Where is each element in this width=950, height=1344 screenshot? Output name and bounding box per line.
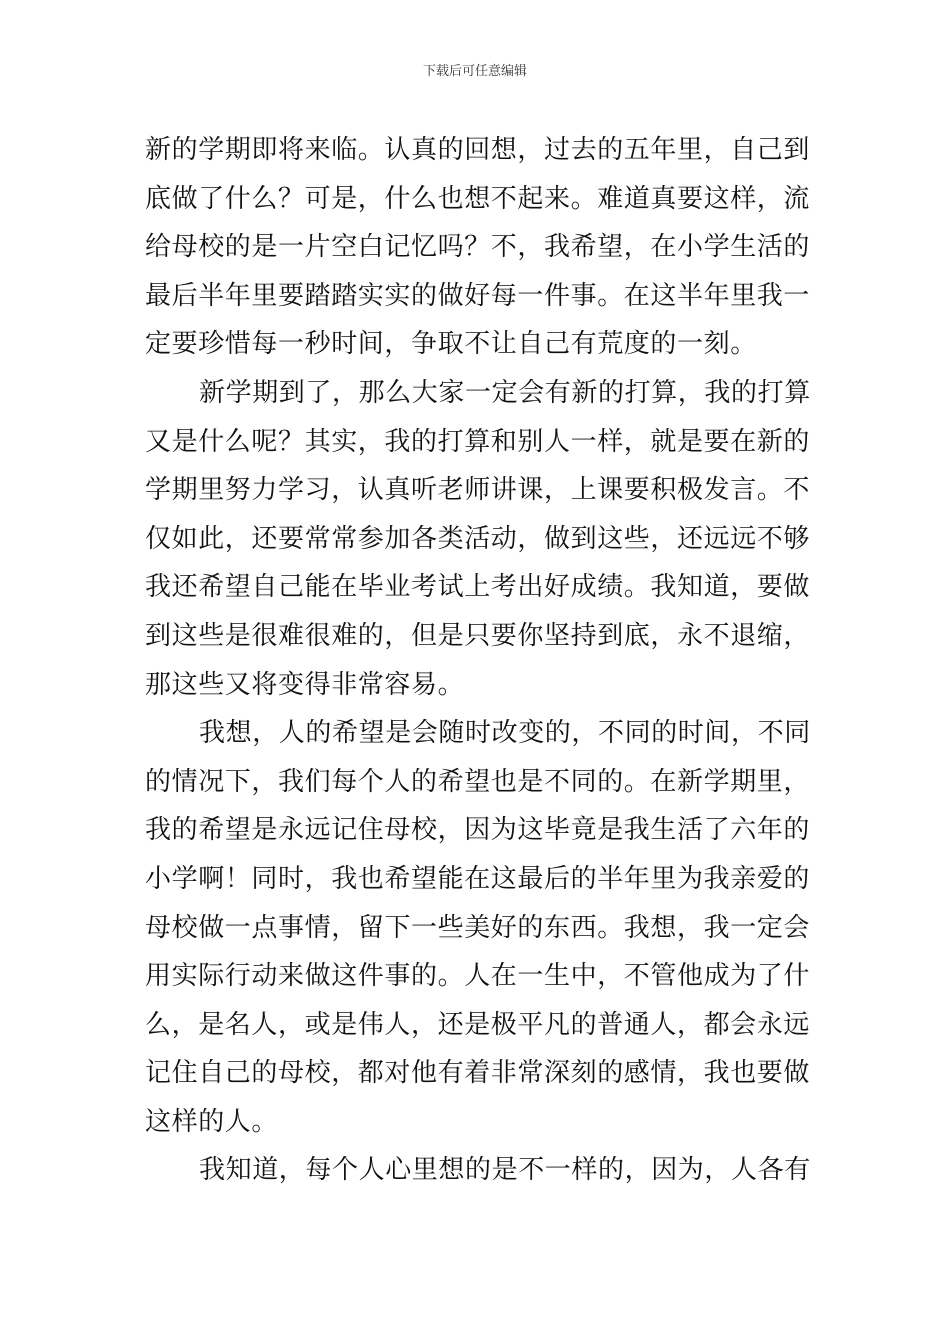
- page-header: 下载后可任意编辑: [422, 64, 527, 79]
- text-line: 底做了什么？可是，什么也想不起来。难道真要这样，流: [145, 183, 811, 214]
- paragraph: [145, 709, 811, 1146]
- text-line: 给母校的是一片空白记忆吗？不，我希望，在小学生活的: [145, 232, 811, 263]
- document-body: [145, 126, 811, 1195]
- text-line: 新学期到了，那么大家一定会有新的打算，我的打算: [199, 377, 811, 408]
- paragraph: [145, 1146, 811, 1195]
- text-line: 记住自己的母校，都对他有着非常深刻的感情，我也要做: [145, 1058, 811, 1089]
- text-line: 我的希望是永远记住母校，因为这毕竟是我生活了六年的: [145, 815, 811, 846]
- text-line: 母校做一点事情，留下一些美好的东西。我想，我一定会: [145, 912, 811, 943]
- text-line: 我知道，每个人心里想的是不一样的，因为，人各有: [199, 1155, 811, 1186]
- text-line: 到这些是很难很难的，但是只要你坚持到底，永不退缩，: [145, 620, 811, 651]
- text-line: 最后半年里要踏踏实实的做好每一件事。在这半年里我一: [145, 280, 811, 311]
- text-line: 我还希望自己能在毕业考试上考出好成绩。我知道，要做: [145, 572, 811, 603]
- paragraph: [145, 126, 811, 369]
- text-line: 那这些又将变得非常容易。: [145, 669, 465, 700]
- text-line: 用实际行动来做这件事的。人在一生中，不管他成为了什: [145, 961, 811, 992]
- text-line: 又是什么呢？其实，我的打算和别人一样，就是要在新的: [145, 426, 811, 457]
- text-line: 新的学期即将来临。认真的回想，过去的五年里，自己到: [145, 135, 811, 165]
- text-line: 仅如此，还要常常参加各类活动，做到这些，还远远不够: [145, 523, 811, 554]
- text-line: 的情况下，我们每个人的希望也是不同的。在新学期里，: [145, 766, 811, 797]
- text-line: 么，是名人，或是伟人，还是极平凡的普通人，都会永远: [145, 1009, 811, 1040]
- text-line: 我想，人的希望是会随时改变的，不同的时间，不同: [199, 718, 811, 749]
- text-line: 小学啊！同时，我也希望能在这最后的半年里为我亲爱的: [145, 863, 811, 894]
- paragraph: [145, 369, 811, 709]
- text-line: 这样的人。: [145, 1106, 279, 1137]
- text-line: 学期里努力学习，认真听老师讲课，上课要积极发言。不: [145, 475, 811, 506]
- text-line: 定要珍惜每一秒时间，争取不让自己有荒度的一刻。: [145, 329, 757, 360]
